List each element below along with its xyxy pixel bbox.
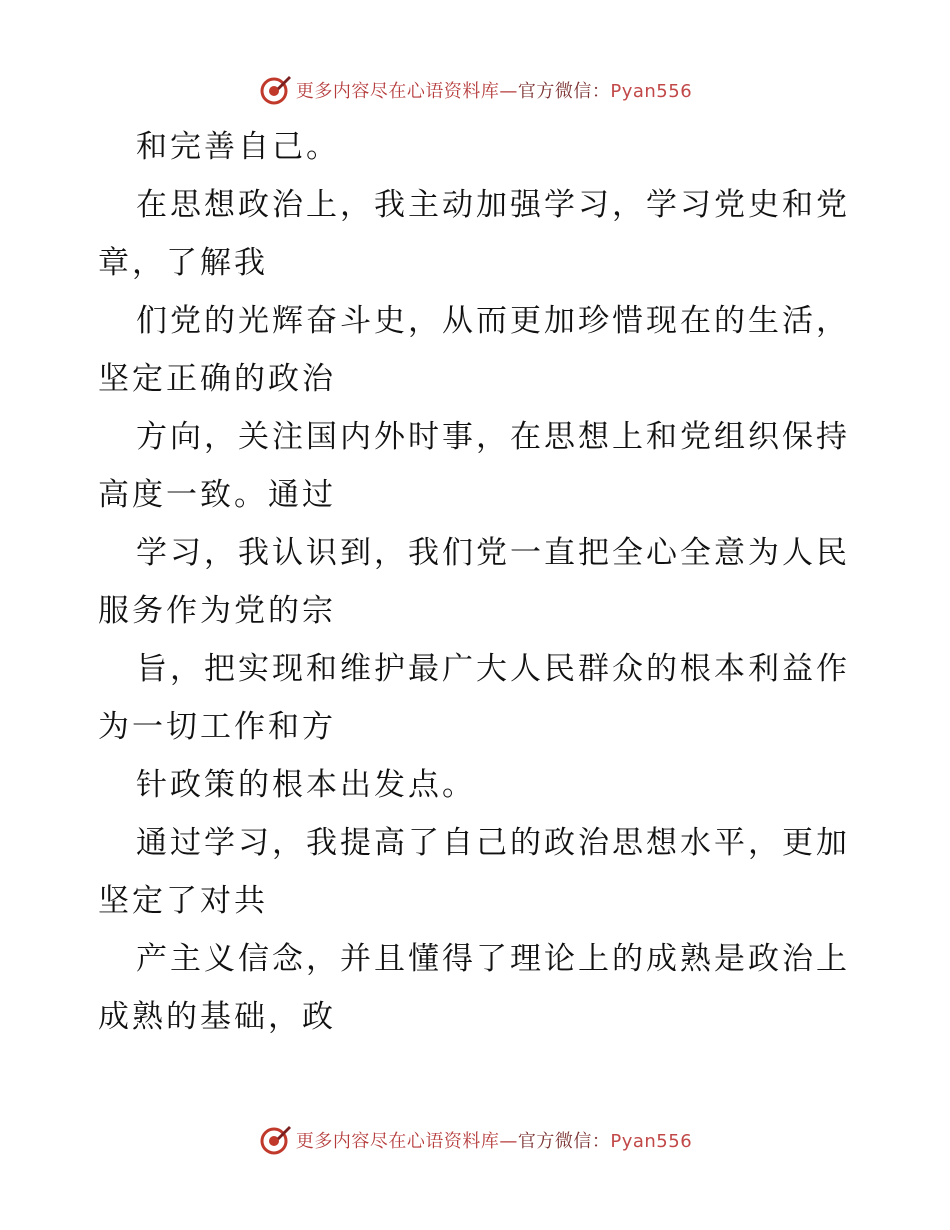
text-line: 们党的光辉奋斗史，从而更加珍惜现在的生活， <box>136 303 850 339</box>
text-line: 方向，关注国内外时事，在思想上和党组织保持 <box>136 419 850 455</box>
header-text <box>296 77 692 103</box>
text-line: 旨，把实现和维护最广大人民群众的根本利益作 <box>136 651 850 687</box>
text-line: 和完善自己。 <box>136 129 340 165</box>
text-line: 服务作为党的宗 <box>98 593 336 629</box>
pen-logo-icon <box>258 73 292 107</box>
footer-banner <box>0 1120 950 1160</box>
text-line: 产主义信念，并且懂得了理论上的成熟是政治上 <box>136 941 850 977</box>
header-separator: — <box>499 81 518 102</box>
pen-logo-icon <box>258 1123 292 1157</box>
text-line: 通过学习，我提高了自己的政治思想水平，更加 <box>136 825 850 861</box>
header-banner <box>0 70 950 110</box>
text-line: 在思想政治上，我主动加强学习，学习党史和党 <box>136 187 850 223</box>
text-line: 坚定了对共 <box>98 883 268 919</box>
text-line: 坚定正确的政治 <box>98 361 336 397</box>
text-line: 章，了解我 <box>98 245 268 281</box>
header-wechat-label: 官方微信： <box>517 81 611 102</box>
text-line: 高度一致。通过 <box>98 477 336 513</box>
text-line: 针政策的根本出发点。 <box>136 767 476 803</box>
text-line: 学习，我认识到，我们党一直把全心全意为人民 <box>136 535 850 571</box>
header-wechat-id: Pyan556 <box>610 81 693 102</box>
text-line: 成熟的基础，政 <box>98 999 336 1035</box>
footer-text <box>296 1127 692 1153</box>
footer-wechat-id: Pyan556 <box>610 1131 693 1152</box>
document-body <box>98 118 858 1046</box>
footer-wechat-label: 官方微信： <box>517 1131 611 1152</box>
text-line: 为一切工作和方 <box>98 709 336 745</box>
header-brand-text: 更多内容尽在心语资料库 <box>295 81 500 102</box>
footer-separator: — <box>499 1131 518 1152</box>
footer-brand-text: 更多内容尽在心语资料库 <box>295 1131 500 1152</box>
